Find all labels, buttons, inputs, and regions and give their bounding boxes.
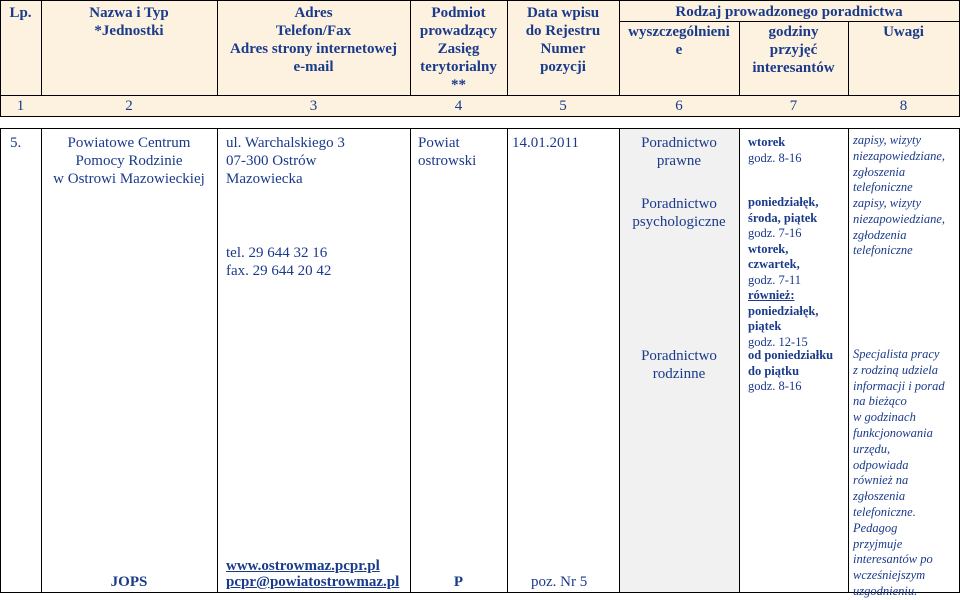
godziny-psychologiczne: poniedziałęk, środa, piątek godz. 7-16 wtorek, czwartek, godz. 7-11 również: poniedziałęk, piątek godz. 12-15 [748,195,819,349]
row-tel: tel. 29 644 32 16 [226,245,328,261]
row-fax: fax. 29 644 20 42 [226,263,332,279]
uwagi-prawne: zapisy, wizyty niezapowiedziane, zgłoszenia telefoniczne [853,133,946,195]
col-number-6: 6 [675,98,683,114]
uwagi-rodzinne: Specjalista pracy z rodziną udziela informacji i porad na bieżąco w godzinach funkcjonowania urzędu, odpowiada również na zgłoszenia telefoniczne. Pedagog przyjmuje interesantów po wcześniejszym uzgodnieniu. [853,347,945,598]
header-uwagi: Uwagi [883,24,924,40]
poradnictwo-prawne: Poradnictwo prawne [641,135,717,169]
col-number-4: 4 [454,98,463,114]
row-poz: poz. Nr 5 [531,574,588,590]
col-number-1: 1 [16,98,25,114]
row-adres: ul. Warchalskiego 3 07-300 Ostrów Mazowiecka [226,135,345,187]
godziny-prawne: wtorek godz. 8-16 [748,135,802,165]
header-lp: Lp. [9,5,32,21]
row-podmiot-code: P [453,574,464,590]
poradnictwo-rodzinne: Poradnictwo rodzinne [641,348,717,382]
col-number-2: 2 [125,98,133,114]
row-lp: 5. [10,135,22,151]
row-data: 14.01.2011 [512,135,579,151]
row-podmiot: Powiat ostrowski [418,135,477,169]
header-godziny: godziny przyjęć interesantów [752,24,835,76]
poradnictwo-psychologiczne: Poradnictwo psychologiczne [632,196,726,230]
row-typ: JOPS [110,574,148,590]
godziny-rodzinne: od poniedziałku do piątku godz. 8-16 [748,348,834,393]
email-link[interactable]: pcpr@powiatostrowmaz.pl [226,574,400,590]
col-number-7: 7 [789,98,798,114]
header-podmiot: Podmiot prowadzący Zasięg terytorialny ** [419,5,498,93]
col-number-8: 8 [899,98,908,114]
header-nazwa: Nazwa i Typ *Jednostki [89,5,169,39]
col-number-3: 3 [309,98,318,114]
header-data: Data wpisu do Rejestru Numer pozycji [525,5,601,75]
header-rodzaj: Rodzaj prowadzonego poradnictwa [675,4,903,20]
header-wyszczegolnienie: wyszczególnieni e [628,24,730,58]
www-link[interactable]: www.ostrowmaz.pcpr.pl [226,558,380,574]
col-number-5: 5 [559,98,567,114]
header-adres: Adres Telefon/Fax Adres strony internetowej e-mail [230,5,397,75]
uwagi-psychologiczne: zapisy, wizyty niezapowiedziane, zgłodzenia telefoniczne [853,196,946,258]
row-nazwa: Powiatowe Centrum Pomocy Rodzinie w Ostrowi Mazowieckiej [53,135,205,187]
